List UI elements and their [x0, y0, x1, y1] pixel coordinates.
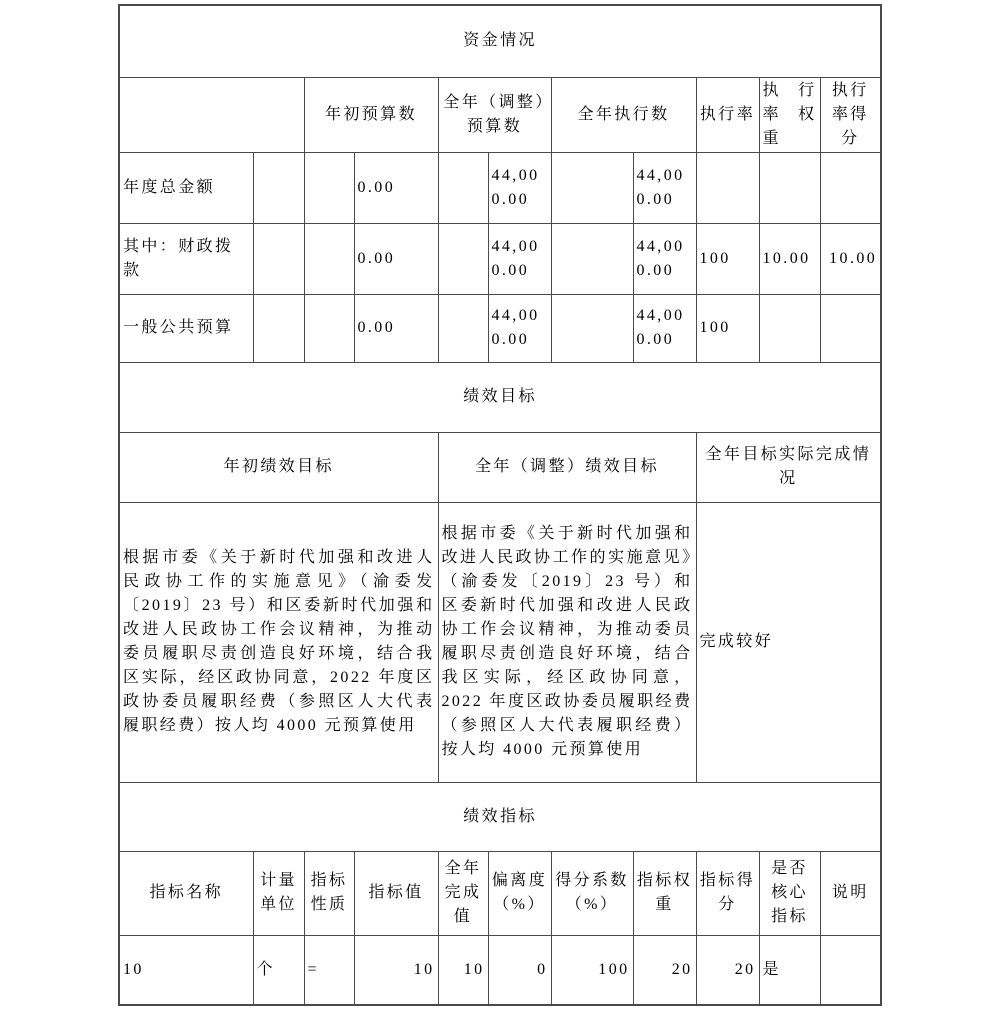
blank-cell: [253, 223, 304, 294]
cell-exec-rate-weight: [759, 152, 820, 223]
indicator-header-weight: 指标权重: [633, 851, 696, 935]
funding-section-row: [119, 5, 881, 77]
blank-cell: [304, 152, 354, 223]
indicator-header-score: 指标得分: [696, 851, 759, 935]
funding-header-exec-rate: 执行率: [696, 77, 759, 152]
funding-row-label: 一般公共预算: [119, 294, 253, 362]
goals-header-initial: 年初绩效目标: [119, 432, 438, 502]
cell-executed: 44,000.00: [633, 152, 696, 223]
cell-exec-rate-weight: [759, 294, 820, 362]
indicators-header-row: [119, 851, 881, 935]
performance-report-table: [118, 4, 882, 1006]
funding-header-initial-budget: 年初预算数: [304, 77, 438, 152]
indicator-core: 是: [759, 935, 820, 1005]
indicator-data-row: [119, 935, 881, 1005]
goals-content-row: [119, 502, 881, 782]
blank-cell: [551, 152, 633, 223]
funding-row-public-budget: [119, 294, 881, 362]
funding-row-label: 其中：财政拨款: [119, 223, 253, 294]
funding-header-exec-rate-weight: 执行率权重: [759, 77, 820, 152]
funding-header-blank: [119, 77, 304, 152]
cell-executed: 44,000.00: [633, 223, 696, 294]
blank-cell: [438, 294, 488, 362]
indicator-value: 10: [354, 935, 438, 1005]
cell-exec-rate-score: [820, 152, 881, 223]
cell-adjusted-budget: 44,000.00: [488, 152, 551, 223]
blank-cell: [304, 223, 354, 294]
cell-exec-rate: 100: [696, 294, 759, 362]
indicator-unit: 个: [253, 935, 304, 1005]
goal-initial-text: 根据市委《关于新时代加强和改进人民政协工作的实施意见》（渝委发〔2019〕23 号）和区委新时代加强和改进人民政协工作会议精神，为推动委员履职尽责创造良好环境，结合我区实际，经区政协同意，2022 年度区政协委员履职经费（参照区人大代表履职经费）按人均 4000 元预算使用: [119, 502, 438, 782]
indicators-section-title: 绩效指标: [119, 782, 881, 851]
cell-initial-budget: 0.00: [354, 294, 438, 362]
blank-cell: [551, 223, 633, 294]
blank-cell: [253, 152, 304, 223]
indicator-note: [820, 935, 881, 1005]
blank-cell: [438, 152, 488, 223]
cell-exec-rate-weight: 10.00: [759, 223, 820, 294]
cell-initial-budget: 0.00: [354, 223, 438, 294]
indicator-header-core: 是否核心指标: [759, 851, 820, 935]
indicator-completed: 10: [438, 935, 488, 1005]
indicator-coefficient: 100: [551, 935, 633, 1005]
funding-header-row: [119, 77, 881, 152]
cell-exec-rate-score: [820, 294, 881, 362]
indicator-header-completed: 全年完成值: [438, 851, 488, 935]
cell-exec-rate-score: 10.00: [820, 223, 881, 294]
indicator-header-unit: 计量单位: [253, 851, 304, 935]
indicator-deviation: 0: [488, 935, 551, 1005]
indicator-score: 20: [696, 935, 759, 1005]
funding-row-label: 年度总金额: [119, 152, 253, 223]
indicator-header-deviation: 偏离度（%）: [488, 851, 551, 935]
goals-section-title: 绩效目标: [119, 362, 881, 432]
funding-row-fiscal: [119, 223, 881, 294]
funding-header-adjusted-budget: 全年（调整）预算数: [438, 77, 551, 152]
cell-executed: 44,000.00: [633, 294, 696, 362]
cell-exec-rate: [696, 152, 759, 223]
goal-actual-completion: 完成较好: [696, 502, 881, 782]
funding-header-exec-rate-score: 执行率得分: [820, 77, 881, 152]
indicator-weight: 20: [633, 935, 696, 1005]
goals-header-actual: 全年目标实际完成情况: [696, 432, 881, 502]
indicator-nature: =: [304, 935, 354, 1005]
blank-cell: [253, 294, 304, 362]
indicator-header-value: 指标值: [354, 851, 438, 935]
blank-cell: [438, 223, 488, 294]
cell-adjusted-budget: 44,000.00: [488, 223, 551, 294]
blank-cell: [304, 294, 354, 362]
cell-exec-rate: 100: [696, 223, 759, 294]
indicator-header-nature: 指标性质: [304, 851, 354, 935]
funding-header-executed: 全年执行数: [551, 77, 696, 152]
funding-row-total: [119, 152, 881, 223]
indicator-header-note: 说明: [820, 851, 881, 935]
funding-section-title: 资金情况: [119, 5, 881, 77]
goals-header-row: [119, 432, 881, 502]
cell-initial-budget: 0.00: [354, 152, 438, 223]
indicators-section-row: [119, 782, 881, 851]
blank-cell: [551, 294, 633, 362]
indicator-name: 10: [119, 935, 253, 1005]
goals-header-adjusted: 全年（调整）绩效目标: [438, 432, 696, 502]
goals-section-row: [119, 362, 881, 432]
goal-adjusted-text: 根据市委《关于新时代加强和改进人民政协工作的实施意见》（渝委发〔2019〕23 号）和区委新时代加强和改进人民政协工作会议精神，为推动委员履职尽责创造良好环境，结合我区实际，经区政协同意，2022 年度区政协委员履职经费（参照区人大代表履职经费）按人均 4000 元预算使用: [438, 502, 696, 782]
indicator-header-name: 指标名称: [119, 851, 253, 935]
indicator-header-coefficient: 得分系数（%）: [551, 851, 633, 935]
cell-adjusted-budget: 44,000.00: [488, 294, 551, 362]
